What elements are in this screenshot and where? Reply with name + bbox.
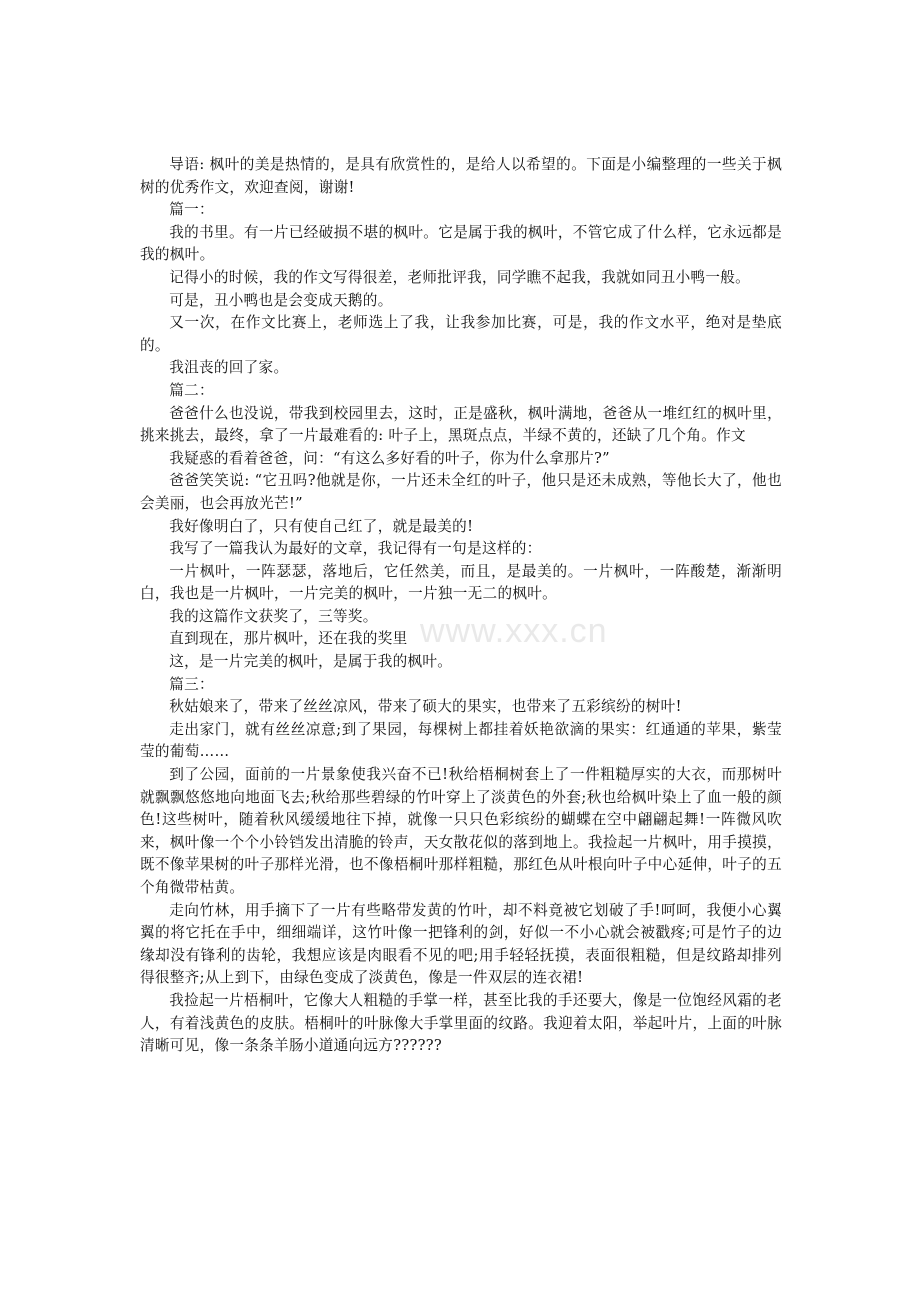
body-paragraph: 爸爸什么也没说，带我到校园里去，这时，正是盛秋，枫叶满地，爸爸从一堆红红的枫叶里，挑来挑去，最终，拿了一片最难看的: 叶子上，黑斑点点，半绿不黄的，还缺了几个角。作文 [140, 404, 782, 445]
document-body [140, 154, 782, 1058]
body-paragraph: 可是，丑小鸭也是会变成天鹅的。 [169, 291, 393, 309]
body-paragraph: 直到现在，那片枫叶，还在我的奖里 [169, 630, 408, 648]
body-paragraph: 我写了一篇我认为最好的文章，我记得有一句是这样的： [169, 540, 542, 558]
watermark-text: www.xxx.cn [420, 612, 608, 650]
body-paragraph: 记得小的时候，我的作文写得很差，老师批评我，同学瞧不起我，我就如同丑小鸭一般。 [169, 268, 751, 286]
body-paragraph: 我捡起一片梧桐叶，它像大人粗糙的手掌一样，甚至比我的手还要大，像是一位饱经风霜的老人，有着浅黄色的皮肤。梧桐叶的叶脉像大手掌里面的纹路。我迎着太阳，举起叶片，上面的叶脉清晰可见，像一条条羊肠小道通向远方?????? [140, 991, 782, 1055]
section-heading-1: 篇一： [169, 201, 214, 219]
section-heading-2: 篇二： [169, 381, 214, 399]
section-heading-3: 篇三： [169, 675, 214, 693]
body-paragraph: 我的书里。有一片已经破损不堪的枫叶。它是属于我的枫叶，不管它成了什么样，它永远都是我的枫叶。 [140, 223, 782, 264]
intro-paragraph: 导语: 枫叶的美是热情的，是具有欣赏性的，是给人以希望的。下面是小编整理的一些关于枫树的优秀作文，欢迎查阅，谢谢! [140, 156, 782, 196]
body-paragraph: 这，是一片完美的枫叶，是属于我的枫叶。 [169, 653, 453, 671]
body-paragraph: 秋姑娘来了，带来了丝丝凉风，带来了硕大的果实，也带来了五彩缤纷的树叶! [169, 698, 682, 716]
body-paragraph: 走出家门，就有丝丝凉意;到了果园，每棵树上都挂着妖艳欲滴的果实：红通通的苹果，紫莹莹的葡萄…… [140, 720, 782, 761]
body-paragraph: 我疑惑的看着爸爸，问：“有这么多好看的叶子，你为什么拿那片?” [169, 449, 610, 467]
body-paragraph: 我好像明白了，只有使自己红了，就是最美的! [169, 517, 474, 535]
document-page [140, 154, 782, 1058]
body-paragraph: 我的这篇作文获奖了，三等奖。 [169, 607, 378, 625]
body-paragraph: 一片枫叶，一阵瑟瑟，落地后，它任然美，而且，是最美的。一片枫叶，一阵酸楚，渐渐明白，我也是一片枫叶，一片完美的枫叶，一片独一无二的枫叶。 [140, 562, 782, 603]
body-paragraph: 走向竹林，用手摘下了一片有些略带发黄的竹叶，却不料竟被它划破了手!呵呵，我便小心翼翼的将它托在手中，细细端详，这竹叶像一把锋利的剑，好似一不小心就会被戳疼;可是竹子的边缘却没有锋利的齿轮，我想应该是肉眼看不见的吧;用手轻轻抚摸，表面很粗糙，但是纹路却排列得很整齐;从上到下，由绿色变成了淡黄色，像是一件双层的连衣裙! [140, 901, 782, 987]
body-paragraph: 到了公园，面前的一片景象使我兴奋不已!秋给梧桐树套上了一件粗糙厚实的大衣，而那树叶就飘飘悠悠地向地面飞去;秋给那些碧绿的竹叶穿上了淡黄色的外套;秋也给枫叶染上了血一般的颜色!这些树叶，随着秋风缓缓地往下掉，就像一只只色彩缤纷的蝴蝶在空中翩翩起舞!一阵微风吹来，枫叶像一个个小铃铛发出清脆的铃声，天女散花似的落到地上。我捡起一片枫叶，用手摸摸，既不像苹果树的叶子那样光滑，也不像梧桐叶那样粗糙，那红色从叶根向叶子中心延伸，叶子的五个角微带枯黄。 [140, 766, 782, 896]
body-paragraph: 爸爸笑笑说: “它丑吗?他就是你，一片还未全红的叶子，他只是还未成熟，等他长大了，他也会美丽，也会再放光芒!” [140, 472, 782, 512]
body-paragraph: 又一次，在作文比赛上，老师选上了我，让我参加比赛，可是，我的作文水平，绝对是垫底的。 [140, 314, 782, 354]
body-paragraph: 我沮丧的回了家。 [169, 359, 289, 377]
